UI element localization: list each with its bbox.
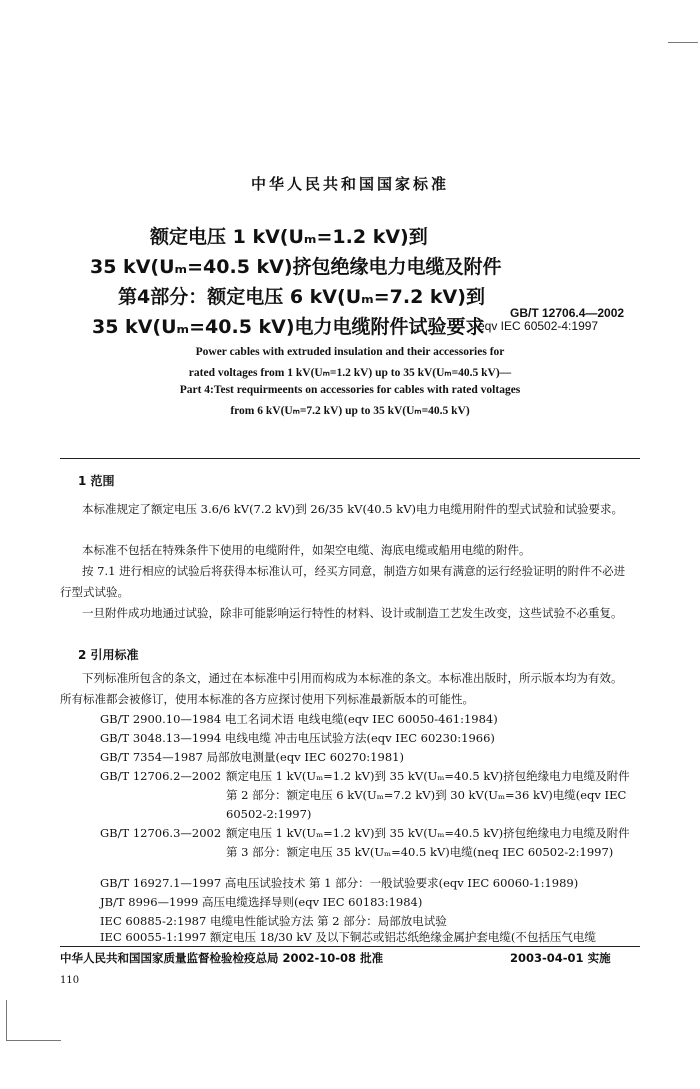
title-line-2: 35 kV(Uₘ=40.5 kV)挤包绝缘电力电缆及附件 [90,256,502,278]
scan-mark [6,1040,61,1041]
reference-description: 额定电压 1 kV(Uₘ=1.2 kV)到 35 kV(Uₘ=40.5 kV)挤包绝缘电力电缆及附件 第 2 部分：额定电压 6 kV(Uₘ=7.2 kV)到 30 kV(Uₘ=36 kV)电缆(eqv IEC 60502-2:1997) [226,769,630,821]
scan-mark [6,1000,7,1040]
reference-item [60,710,640,729]
section-2-heading: 2 引用标准 [78,648,139,662]
section-2-intro: 下列标准所包含的条文，通过在本标准中引用而构成为本标准的条文。本标准出版时，所示版本均为有效。所有标准都会被修订，使用本标准的各方应探讨使用下列标准最新版本的可能性。 [60,671,623,706]
equivalent-standard: eqv IEC 60502-4:1997 [478,319,599,333]
english-title-line-4: from 6 kV(Uₘ=7.2 kV) up to 35 kV(Uₘ=40.5 kV) [230,405,470,417]
implementation-date: 2003-04-01 实施 [510,951,611,965]
reference-description: 额定电压 1 kV(Uₘ=1.2 kV)到 35 kV(Uₘ=40.5 kV)挤包绝缘电力电缆及附件 第 3 部分：额定电压 35 kV(Uₘ=40.5 kV)电缆(neq IEC 60502-2:1997) [226,826,630,859]
reference-item [60,748,640,767]
section-1-paragraph: 本标准规定了额定电压 3.6/6 kV(7.2 kV)到 26/35 kV(40.5 kV)电力电缆用附件的型式试验和试验要求。 [82,502,623,516]
section-1-paragraph: 本标准不包括在特殊条件下使用的电缆附件，如架空电缆、海底电缆或船用电缆的附件。 [82,543,531,557]
standard-number: GB/T 12706.4—2002 [510,306,625,320]
reference-item [60,874,640,893]
approval-line: 中华人民共和国国家质量监督检验检疫总局 2002-10-08 批准 [60,951,384,965]
page-number: 110 [60,975,80,986]
header-divider [60,458,640,459]
section-1-paragraph: 一旦附件成功地通过试验，除非可能影响运行特性的材料、设计或制造工艺发生改变，这些试验不必重复。 [82,606,623,620]
reference-code: GB/T 12706.3—2002 [100,826,222,840]
title-line-3: 第4部分：额定电压 6 kV(Uₘ=7.2 kV)到 [118,286,485,308]
reference-text: GB/T 3048.13—1994 电线电缆 冲击电压试验方法(eqv IEC 60230:1966) [100,731,495,745]
reference-text: IEC 60055-1:1997 额定电压 18/30 kV 及以下铜芯或铝芯纸绝缘金属护套电缆(不包括压气电缆 [100,930,596,944]
section-1-heading: 1 范围 [78,474,115,488]
title-line-1: 额定电压 1 kV(Uₘ=1.2 kV)到 [150,226,428,248]
english-title-line-2: rated voltages from 1 kV(Uₘ=1.2 kV) up to 35 kV(Uₘ=40.5 kV)— [188,367,512,379]
reference-text: GB/T 16927.1—1997 高电压试验技术 第 1 部分：一般试验要求(eqv IEC 60060-1:1989) [100,876,579,890]
reference-code: GB/T 12706.2—2002 [100,769,222,783]
reference-item [60,893,640,912]
section-1-paragraph: 按 7.1 进行相应的试验后将获得本标准认可，经买方同意，制造方如果有满意的运行经验证明的附件不必进行型式试验。 [60,564,626,599]
reference-text: GB/T 7354—1987 局部放电测量(eqv IEC 60270:1981) [100,750,404,764]
scan-mark [668,42,698,43]
english-title-line-1: Power cables with extruded insulation and their accessories for [195,346,505,358]
reference-item [60,928,640,947]
english-title-line-3: Part 4:Test requirmeents on accessories for cables with rated voltages [179,384,521,396]
reference-text: JB/T 8996—1999 高压电缆选择导则(eqv IEC 60183:1984) [100,895,423,909]
reference-text: GB/T 2900.10—1984 电工名词术语 电线电缆(eqv IEC 60050-461:1984) [100,712,498,726]
reference-item [60,767,640,824]
footer-divider [60,946,640,947]
reference-text: IEC 60885-2:1987 电缆电性能试验方法 第 2 部分：局部放电试验 [100,914,447,928]
reference-item [60,729,640,748]
national-standard-label: 中华人民共和国国家标准 [250,175,449,193]
title-line-4: 35 kV(Uₘ=40.5 kV)电力电缆附件试验要求 [92,316,485,338]
reference-item [60,824,640,881]
